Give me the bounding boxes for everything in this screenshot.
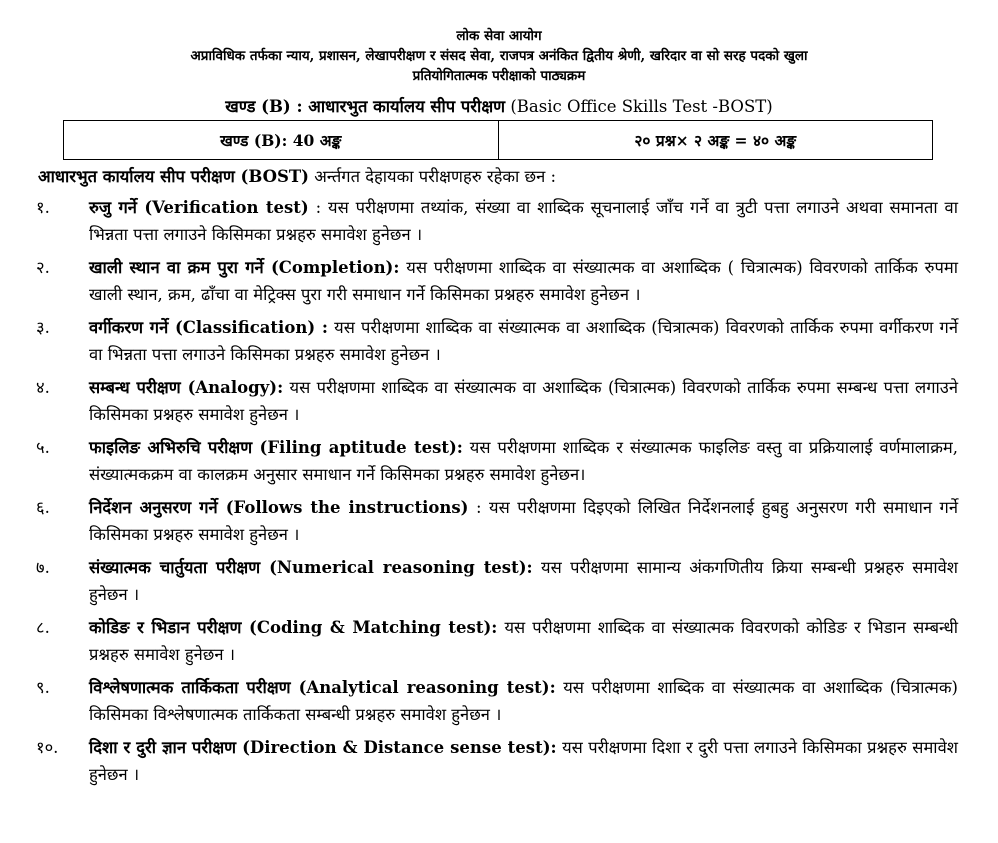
intro-rest: अर्न्तगत देहायका परीक्षणहरु रहेका छन :	[308, 167, 557, 186]
item-number: ६.	[36, 498, 50, 517]
item-description: यस परीक्षणमा सामान्य अंकगणितीय क्रिया सम्बन्धी प्रश्नहरु समावेश हुनेछन ।	[89, 558, 958, 604]
intro-bold: आधारभुत कार्यालय सीप परीक्षण (BOST)	[38, 167, 309, 186]
marks-left-cell: खण्ड (B): 40 अङ्क	[64, 121, 499, 160]
item-name: खाली स्थान वा क्रम पुरा गर्ने (Completion):	[89, 258, 400, 277]
list-item	[0, 554, 998, 608]
marks-row	[64, 121, 933, 160]
section-english: (Basic Office Skills Test -BOST)	[510, 97, 773, 116]
item-description: यस परीक्षणमा शाब्दिक वा संख्यात्मक विवरणको कोडिङ र भिडान सम्बन्धी प्रश्नहरु समावेश हुनेछन ।	[89, 618, 958, 664]
list-item	[0, 374, 998, 428]
item-name: विश्लेषणात्मक तार्किकता परीक्षण (Analytical reasoning test):	[89, 678, 556, 697]
item-number: ९.	[36, 678, 50, 697]
item-number: १.	[36, 198, 50, 217]
item-description: यस परीक्षणमा शाब्दिक वा संख्यात्मक वा अशाब्दिक (चित्रात्मक) विवरणको तार्किक रुपमा सम्बन्ध पत्ता लगाउने किसिमका प्रश्नहरु समावेश हुनेछन ।	[89, 378, 958, 424]
item-number: ५.	[36, 438, 50, 457]
item-name: दिशा र दुरी ज्ञान परीक्षण (Direction & Distance sense test):	[89, 738, 557, 757]
item-description: यस परीक्षणमा शाब्दिक वा संख्यात्मक वा अशाब्दिक (चित्रात्मक) विवरणको तार्किक रुपमा वर्गीकरण गर्ने वा भिन्नता पत्ता लगाउने किसिमका प्रश्नहरु समावेश हुनेछन ।	[89, 318, 958, 364]
item-number: १०.	[36, 738, 59, 757]
intro-text	[38, 166, 998, 188]
marks-right-cell: २० प्रश्न× २ अङ्क = ४० अङ्क	[498, 121, 933, 160]
list-item	[0, 434, 998, 488]
header-line-2: अप्राविधिक तर्फका न्याय, प्रशासन, लेखापरीक्षण र संसद सेवा, राजपत्र अनंकित द्वितीय श्रेणी, खरिदार वा सो सरह पदको खुला	[190, 48, 808, 64]
item-name: संख्यात्मक चार्तुयता परीक्षण (Numerical reasoning test):	[89, 558, 533, 577]
item-name: निर्देशन अनुसरण गर्ने (Follows the instructions)	[89, 498, 469, 517]
item-description: : यस परीक्षणमा तथ्यांक, संख्या वा शाब्दिक सूचनालाई जाँच गर्ने वा त्रुटी पत्ता लगाउने अथवा समानता वा भिन्नता पत्ता लगाउने किसिमका प्रश्नहरु समावेश हुनेछन ।	[89, 198, 958, 244]
header-line-1: लोक सेवा आयोग	[456, 28, 542, 44]
item-number: ३.	[36, 318, 50, 337]
item-number: ४.	[36, 378, 50, 397]
test-list	[0, 194, 998, 788]
list-item	[0, 674, 998, 728]
list-item	[0, 734, 998, 788]
list-item	[0, 314, 998, 368]
item-description: यस परीक्षणमा शाब्दिक र संख्यात्मक फाइलिङ वस्तु वा प्रक्रियालाई वर्णमालाक्रम, संख्यात्मकक्रम वा कालक्रम अनुसार समाधान गर्ने किसिमका प्रश्नहरु समावेश हुनेछन।	[89, 438, 958, 484]
item-name: रुजु गर्ने (Verification test)	[89, 198, 309, 217]
item-description: यस परीक्षणमा शाब्दिक वा संख्यात्मक वा अशाब्दिक (चित्रात्मक) किसिमका विश्लेषणात्मक तार्किकता सम्बन्धी प्रश्नहरु समावेश हुनेछन ।	[89, 678, 958, 724]
list-item	[0, 494, 998, 548]
section-label: खण्ड (B) : आधारभुत कार्यालय सीप परीक्षण	[225, 97, 506, 116]
item-description: यस परीक्षणमा दिशा र दुरी पत्ता लगाउने किसिमका प्रश्नहरु समावेश हुनेछन ।	[89, 738, 958, 784]
list-item	[0, 194, 998, 248]
item-description: : यस परीक्षणमा दिइएको लिखित निर्देशनलाई हुबहु अनुसरण गरी समाधान गर्ने किसिमका प्रश्नहरु समावेश हुनेछन ।	[89, 498, 958, 544]
item-name: कोडिङ र भिडान परीक्षण (Coding & Matching test):	[89, 618, 498, 637]
document-header	[0, 26, 998, 86]
item-number: ८.	[36, 618, 50, 637]
item-description: यस परीक्षणमा शाब्दिक वा संख्यात्मक वा अशाब्दिक ( चित्रात्मक) विवरणको तार्किक रुपमा खाली स्थान, क्रम, ढाँचा वा मेट्रिक्स पुरा गरी समाधान गर्ने किसिमका प्रश्नहरु समावेश हुनेछन ।	[89, 258, 958, 304]
list-item	[0, 614, 998, 668]
item-number: ७.	[36, 558, 50, 577]
header-line-3: प्रतियोगितात्मक परीक्षाको पाठ्यक्रम	[412, 68, 586, 84]
item-number: २.	[36, 258, 50, 277]
item-name: सम्बन्ध परीक्षण (Analogy):	[89, 378, 284, 397]
list-item	[0, 254, 998, 308]
item-name: फाइलिङ अभिरुचि परीक्षण (Filing aptitude test):	[89, 438, 463, 457]
marks-table	[63, 120, 933, 160]
section-title	[0, 96, 998, 118]
item-name: वर्गीकरण गर्ने (Classification) :	[89, 318, 328, 337]
